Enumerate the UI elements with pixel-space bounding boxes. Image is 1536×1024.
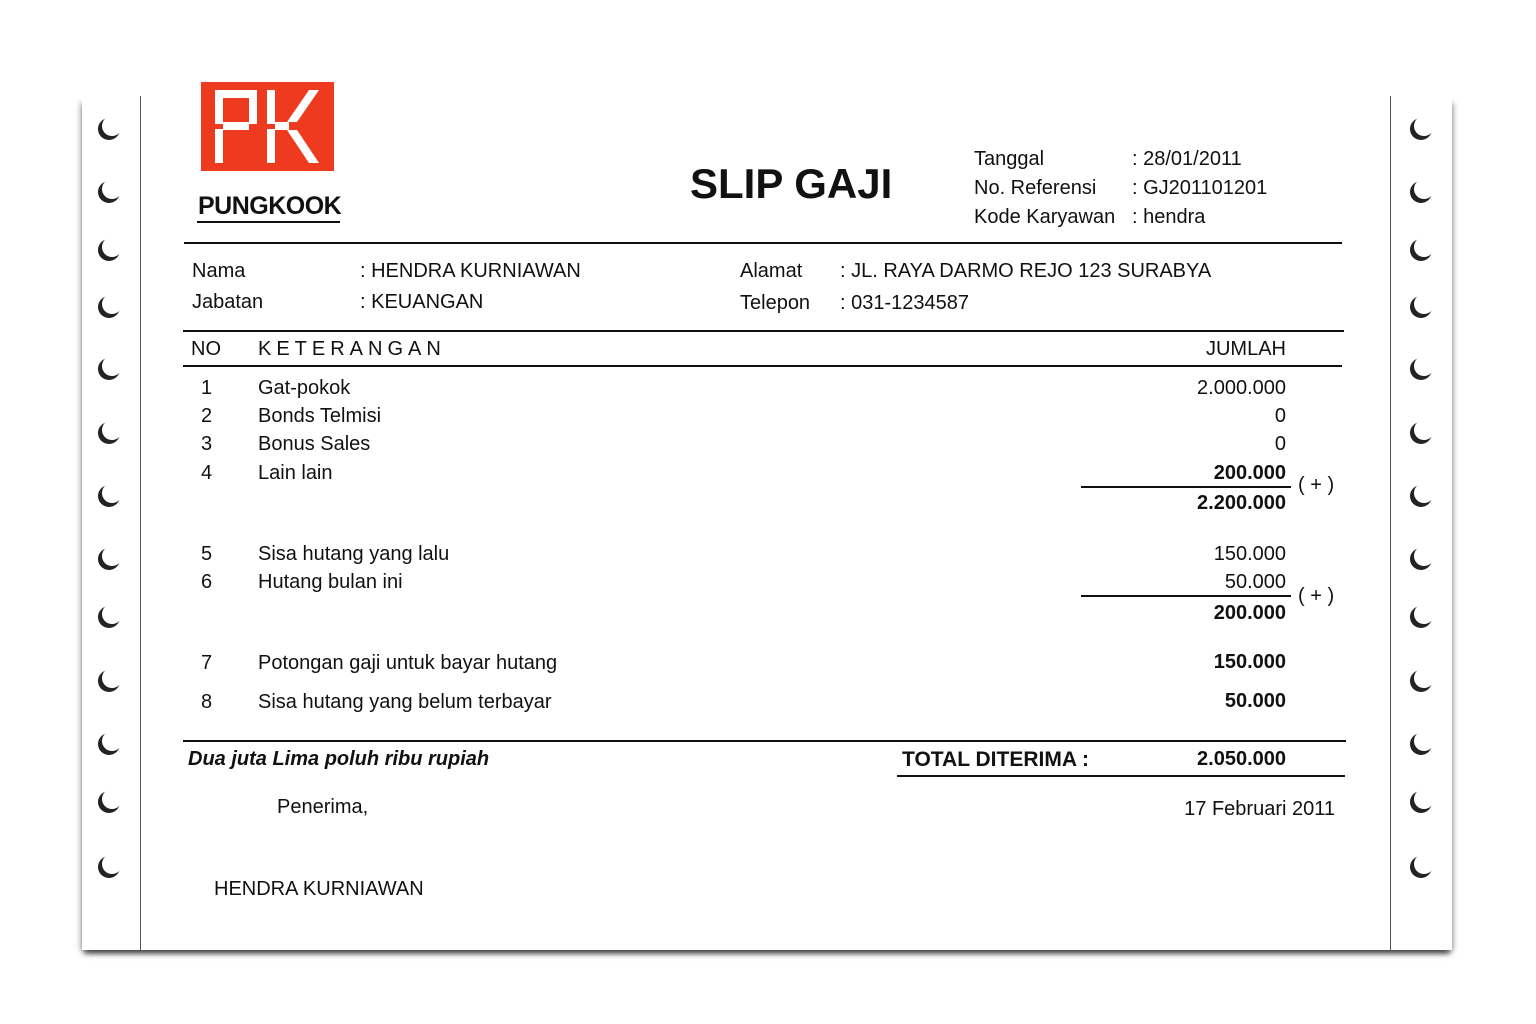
footer-divider [183,740,1346,742]
tractor-hole [98,485,120,507]
column-header-keterangan: KETERANGAN [258,338,446,360]
left-perforation-line [140,96,141,950]
tractor-hole [98,548,120,570]
plus-marker: ( + ) [1298,474,1335,496]
row-amount: 0 [1274,433,1286,455]
right-perforation-line [1390,96,1391,950]
meta-value-kode-karyawan: : hendra [1132,206,1206,228]
alamat-label: Alamat [740,260,803,282]
nama-label: Nama [192,260,246,282]
row-amount: 150.000 [1213,651,1286,673]
info-divider [183,330,1344,332]
row-desc: Bonds Telmisi [258,405,382,427]
tractor-hole [1410,548,1432,570]
row-desc: Hutang bulan ini [258,571,403,593]
total-underline [897,775,1345,777]
row-desc: Bonus Sales [258,433,371,455]
tractor-hole [1410,606,1432,628]
amount-in-words: Dua juta Lima poluh ribu rupiah [188,748,490,770]
tractor-hole [1410,485,1432,507]
tractor-hole [98,606,120,628]
pk-logo-mark [201,82,334,171]
row-desc: Sisa hutang yang lalu [258,543,450,565]
row-amount: 2.000.000 [1197,377,1286,399]
column-header-no: NO [191,338,221,360]
tractor-hole [1410,358,1432,380]
tractor-hole [1410,733,1432,755]
row-no: 1 [201,377,213,399]
meta-value-tanggal: : 28/01/2011 [1132,148,1242,170]
nama-value: : HENDRA KURNIAWAN [360,260,581,282]
row-desc: Gat-pokok [258,377,351,399]
company-name: PUNGKOOK [198,192,342,220]
tractor-hole [98,422,120,444]
row-no: 7 [201,652,213,674]
subtotal-income: 2.200.000 [1197,492,1286,514]
tractor-hole [98,181,120,203]
tractor-hole [1410,422,1432,444]
telepon-value: : 031-1234587 [840,292,970,314]
meta-label-kode-karyawan: Kode Karyawan [974,206,1116,228]
row-no: 8 [201,691,213,713]
subtotal-debt: 200.000 [1213,602,1286,624]
row-amount: 50.000 [1224,571,1286,593]
row-desc: Sisa hutang yang belum terbayar [258,691,552,713]
logo-underline [197,221,340,223]
tractor-hole [98,791,120,813]
meta-label-referensi: No. Referensi [974,177,1097,199]
meta-label-tanggal: Tanggal [974,148,1045,170]
meta-value-referensi: : GJ201101201 [1132,177,1268,199]
tractor-hole [1410,670,1432,692]
row-no: 6 [201,571,213,593]
sum-line-debt [1081,595,1291,597]
slip-date: 17 Februari 2011 [1184,798,1335,820]
table-header-divider [183,365,1342,367]
row-desc: Potongan gaji untuk bayar hutang [258,652,558,674]
total-label: TOTAL DITERIMA : [902,748,1090,771]
tractor-hole [98,296,120,318]
row-no: 4 [201,462,213,484]
jabatan-label: Jabatan [192,291,264,313]
telepon-label: Telepon [740,292,811,314]
row-no: 3 [201,433,213,455]
tractor-hole [98,239,120,261]
tractor-hole [98,358,120,380]
tractor-hole [1410,856,1432,878]
company-logo [201,82,334,171]
tractor-hole [1410,181,1432,203]
tractor-hole [98,856,120,878]
sum-line-income [1081,486,1291,488]
row-amount: 200.000 [1213,462,1286,484]
tractor-hole [1410,791,1432,813]
row-desc: Lain lain [258,462,333,484]
tractor-hole [98,118,120,140]
row-amount: 50.000 [1224,690,1286,712]
signer-name: HENDRA KURNIAWAN [214,878,424,900]
tractor-hole [1410,118,1432,140]
tractor-hole [1410,239,1432,261]
jabatan-value: : KEUANGAN [360,291,484,313]
tractor-hole [98,670,120,692]
plus-marker: ( + ) [1298,585,1335,607]
row-amount: 0 [1274,405,1286,427]
tractor-hole [1410,296,1432,318]
column-header-jumlah: JUMLAH [1205,338,1286,360]
alamat-value: : JL. RAYA DARMO REJO 123 SURABYA [840,260,1212,282]
slip-paper [82,96,1452,950]
total-value: 2.050.000 [1197,748,1286,770]
row-no: 2 [201,405,213,427]
page-title: SLIP GAJI [690,160,893,207]
tractor-hole [98,733,120,755]
recipient-label: Penerima, [277,796,369,818]
row-amount: 150.000 [1213,543,1286,565]
header-divider [184,242,1342,244]
row-no: 5 [201,543,213,565]
